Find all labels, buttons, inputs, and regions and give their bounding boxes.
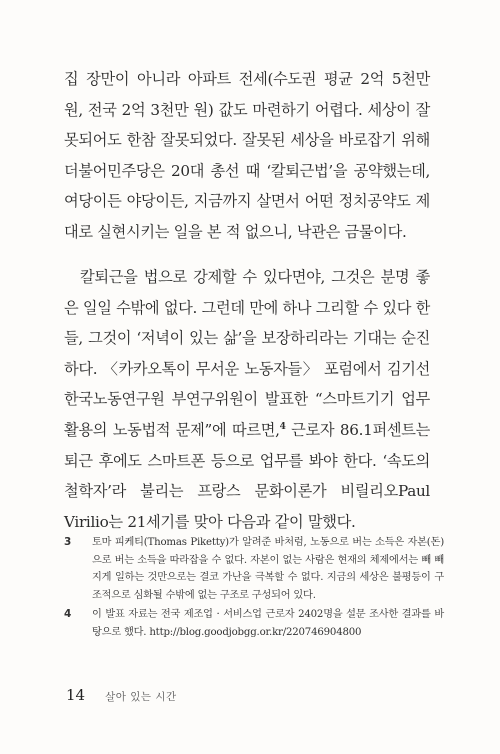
body-paragraph-2 (64, 262, 430, 537)
footnote-number: 3 (64, 536, 72, 548)
footnote-number: 4 (64, 608, 72, 620)
paragraph-2-text-end: 근로자 86.1퍼센트는 퇴근 후에도 스마트폰 등으로 업무를 봐야 한다. ‘속도의 철학자’라 불리는 프랑스 문화이론가 비릴리오Paul Virilio는 21세기를 맞아 다음과 같이 말했다. (64, 420, 430, 531)
footnote-4 (64, 606, 444, 641)
footnote-3 (64, 534, 444, 604)
body-paragraph-1: 집 장만이 아니라 아파트 전세(수도권 평균 2억 5천만 원, 전국 2억 3천만 원) 값도 마련하기 어렵다. 세상이 잘못되어도 한참 잘못되었다. 잘못된 세상을 바로잡기 위해 더불어민주당은 20대 총선 때 ‘칼퇴근법’을 공약했는데, 여당이든 야당이든, 지금까지 살면서 어떤 정치공약도 제대로 실현시키는 일을 본 적 없으니, 낙관은 금물이다. (64, 70, 430, 241)
page-number: 14 (66, 686, 86, 704)
page-footer (66, 686, 177, 704)
footnote-ref-4: 4 (279, 421, 286, 432)
footnote-text: 토마 피케티(Thomas Piketty)가 알려준 바처럼, 노동으로 버는 소득은 자본(돈)으로 버는 소득을 따라잡을 수 없다. 자본이 없는 사람은 현재의 체제에서는 빼 빼지게 일하는 것만으로는 결코 가난을 극복할 수 없다. 지금의 세상은 불평등이 구조적으로 심화될 수밖에 없는 구조로 구성되어 있다. (92, 537, 444, 601)
paragraph-2-text-start: 칼퇴근을 법으로 강제할 수 있다면야, 그것은 분명 좋은 일일 수밖에 없다. 그런데 만에 하나 그리할 수 있다 한들, 그것이 ‘저녁이 있는 삶’을 보장하리라는 기대는 순진하다. 〈카카오톡이 무서운 노동자들〉 포럼에서 김기선 한국노동연구원 부연구위원이 발표한 “스마트기기 업무 활용의 노동법적 문제”에 따르면, (64, 268, 430, 439)
running-title: 살아 있는 시간 (105, 691, 177, 703)
footnote-text: 이 발표 자료는 전국 제조업 · 서비스업 근로자 2402명을 설문 조사한 결과를 바탕으로 했다. http://blog.goodjobgg.or.kr/220746904800 (92, 609, 444, 638)
footnotes (64, 534, 444, 643)
